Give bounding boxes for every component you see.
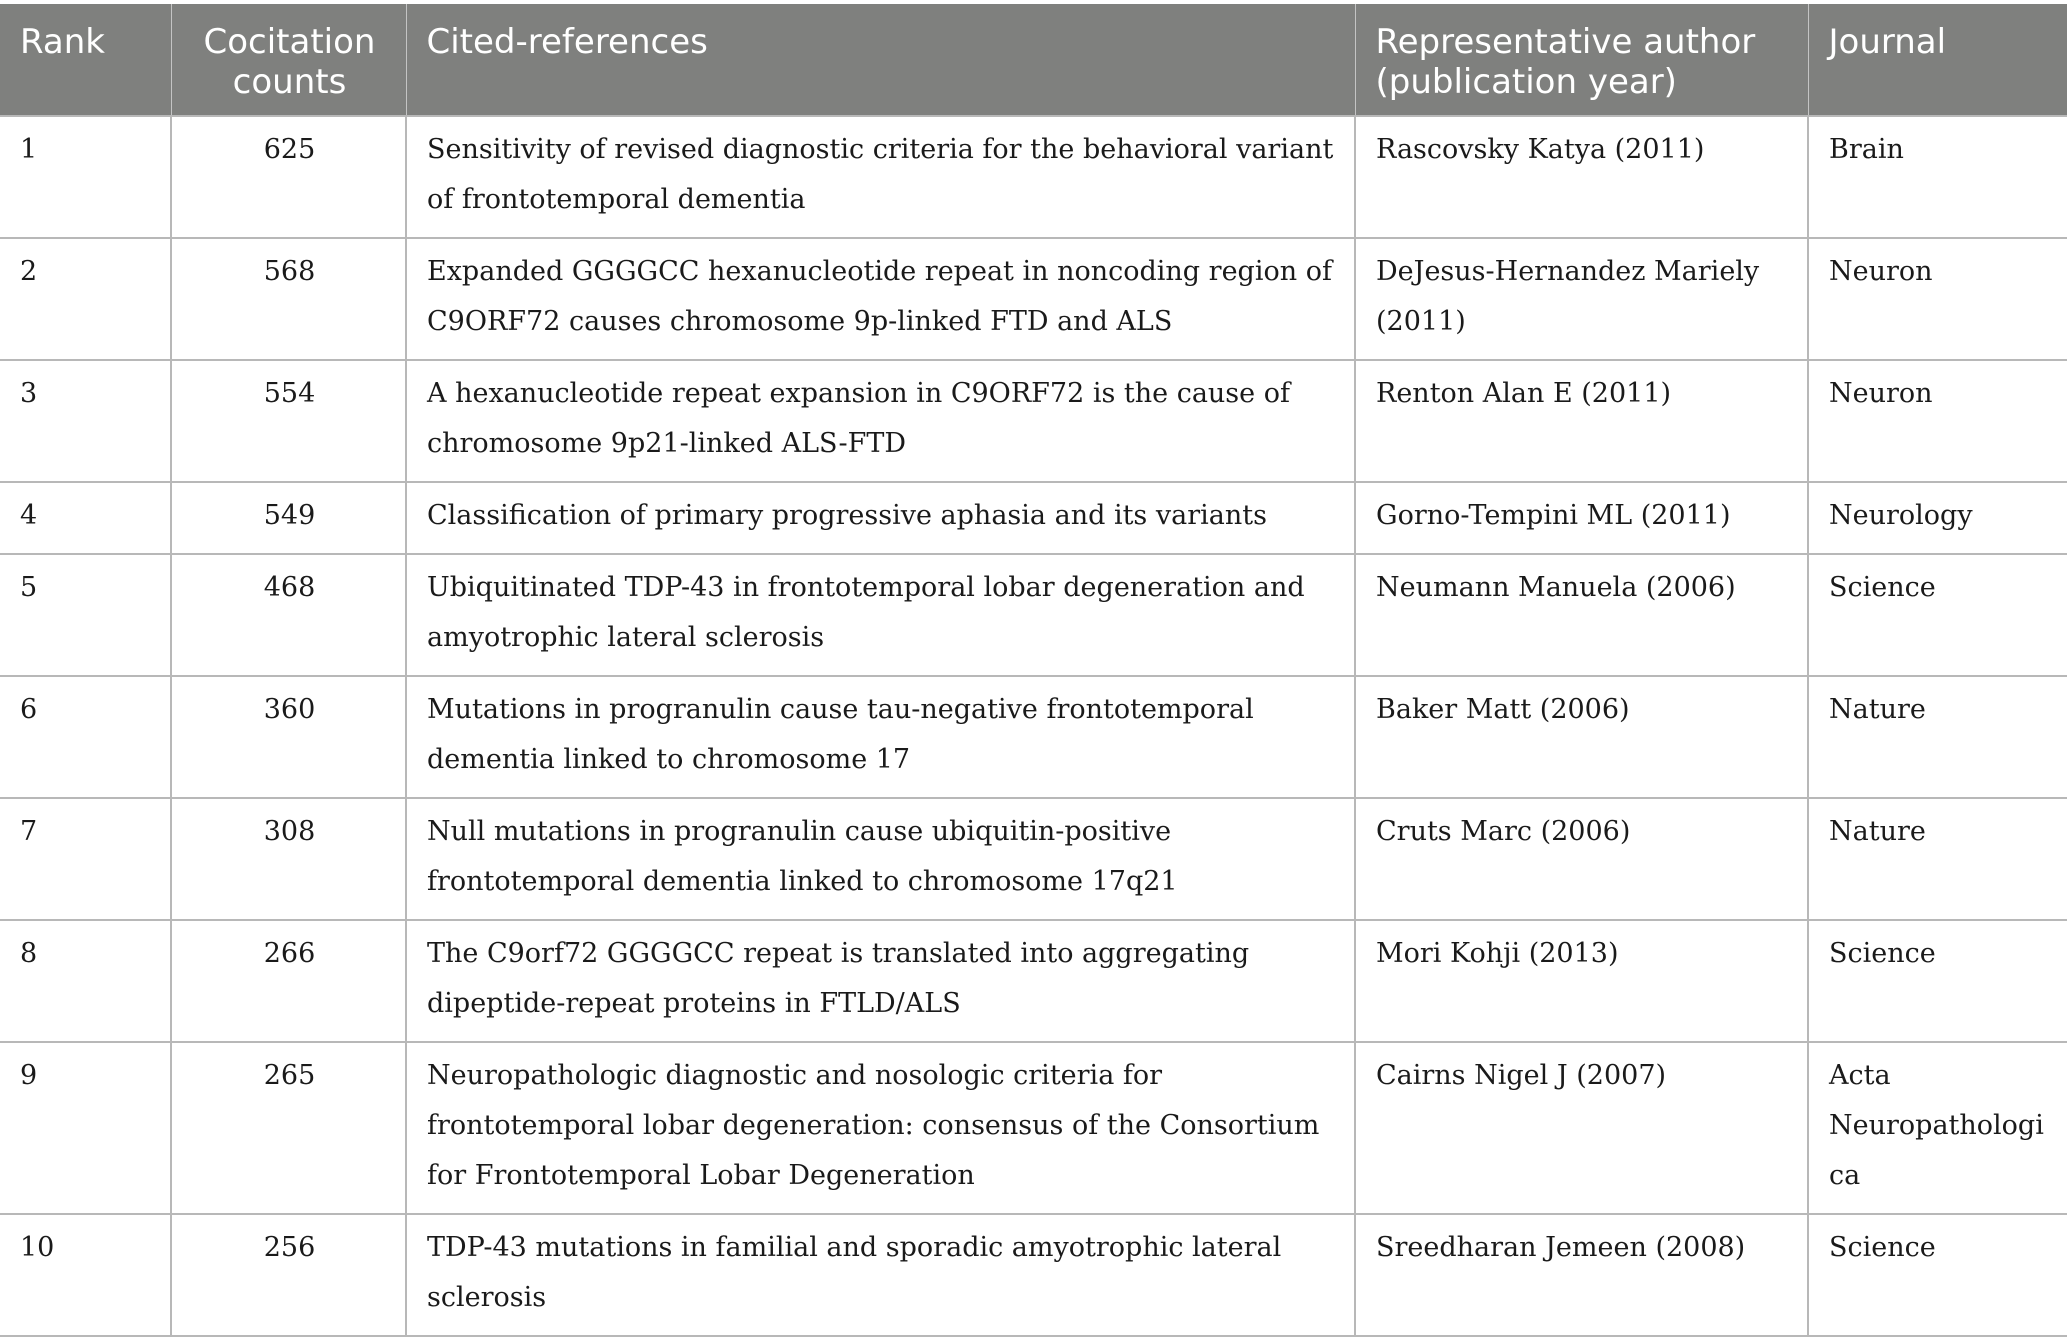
table-row xyxy=(0,1042,2067,1214)
rank-cell: 8 xyxy=(0,920,171,1042)
header-cited-references: Cited-references xyxy=(406,4,1355,116)
count-cell: 360 xyxy=(171,676,406,798)
count-cell: 568 xyxy=(171,238,406,360)
count-cell: 308 xyxy=(171,798,406,920)
author-cell: Baker Matt (2006) xyxy=(1355,676,1808,798)
rank-cell: 5 xyxy=(0,554,171,676)
journal-cell: Neuron xyxy=(1808,360,2067,482)
journal-cell: Nature xyxy=(1808,798,2067,920)
reference-cell: Sensitivity of revised diagnostic criteria for the behavioral variant of frontotemporal dementia xyxy=(406,116,1355,238)
rank-cell: 4 xyxy=(0,482,171,554)
table-row xyxy=(0,920,2067,1042)
header-journal: Journal xyxy=(1808,4,2067,116)
reference-cell: Neuropathologic diagnostic and nosologic criteria for frontotemporal lobar degeneration: consensus of the Consortium for Frontotemporal Lobar Degeneration xyxy=(406,1042,1355,1214)
author-cell: Mori Kohji (2013) xyxy=(1355,920,1808,1042)
count-cell: 549 xyxy=(171,482,406,554)
count-cell: 265 xyxy=(171,1042,406,1214)
reference-cell: The C9orf72 GGGGCC repeat is translated into aggregating dipeptide-repeat proteins in FTLD/ALS xyxy=(406,920,1355,1042)
header-representative-author: Representative author (publication year) xyxy=(1355,4,1808,116)
reference-cell: Mutations in progranulin cause tau-negative frontotemporal dementia linked to chromosome 17 xyxy=(406,676,1355,798)
rank-cell: 9 xyxy=(0,1042,171,1214)
table-row xyxy=(0,482,2067,554)
count-cell: 554 xyxy=(171,360,406,482)
table-row xyxy=(0,1214,2067,1336)
journal-cell: Science xyxy=(1808,554,2067,676)
rank-cell: 1 xyxy=(0,116,171,238)
reference-cell: Classification of primary progressive aphasia and its variants xyxy=(406,482,1355,554)
rank-cell: 2 xyxy=(0,238,171,360)
count-cell: 266 xyxy=(171,920,406,1042)
table-row xyxy=(0,116,2067,238)
table-row xyxy=(0,554,2067,676)
rank-cell: 6 xyxy=(0,676,171,798)
rank-cell: 3 xyxy=(0,360,171,482)
cocitation-table xyxy=(0,4,2067,1337)
reference-cell: Ubiquitinated TDP-43 in frontotemporal lobar degeneration and amyotrophic lateral sclerosis xyxy=(406,554,1355,676)
author-cell: Renton Alan E (2011) xyxy=(1355,360,1808,482)
count-cell: 625 xyxy=(171,116,406,238)
author-cell: Cairns Nigel J (2007) xyxy=(1355,1042,1808,1214)
author-cell: Neumann Manuela (2006) xyxy=(1355,554,1808,676)
cocitation-table-container xyxy=(0,4,2067,1337)
journal-cell: Science xyxy=(1808,1214,2067,1336)
journal-cell: Science xyxy=(1808,920,2067,1042)
reference-cell: A hexanucleotide repeat expansion in C9ORF72 is the cause of chromosome 9p21-linked ALS-FTD xyxy=(406,360,1355,482)
count-cell: 256 xyxy=(171,1214,406,1336)
count-cell: 468 xyxy=(171,554,406,676)
journal-cell: Brain xyxy=(1808,116,2067,238)
table-row xyxy=(0,360,2067,482)
header-rank: Rank xyxy=(0,4,171,116)
journal-cell: Neurology xyxy=(1808,482,2067,554)
rank-cell: 7 xyxy=(0,798,171,920)
author-cell: Cruts Marc (2006) xyxy=(1355,798,1808,920)
journal-cell: Acta Neuropathologica xyxy=(1808,1042,2067,1214)
header-row xyxy=(0,4,2067,116)
author-cell: Gorno-Tempini ML (2011) xyxy=(1355,482,1808,554)
header-cocitation-counts: Cocitation counts xyxy=(171,4,406,116)
reference-cell: Null mutations in progranulin cause ubiquitin-positive frontotemporal dementia linked to chromosome 17q21 xyxy=(406,798,1355,920)
author-cell: Rascovsky Katya (2011) xyxy=(1355,116,1808,238)
journal-cell: Nature xyxy=(1808,676,2067,798)
table-row xyxy=(0,798,2067,920)
table-row xyxy=(0,238,2067,360)
reference-cell: TDP-43 mutations in familial and sporadic amyotrophic lateral sclerosis xyxy=(406,1214,1355,1336)
author-cell: DeJesus-Hernandez Mariely (2011) xyxy=(1355,238,1808,360)
reference-cell: Expanded GGGGCC hexanucleotide repeat in noncoding region of C9ORF72 causes chromosome 9p-linked FTD and ALS xyxy=(406,238,1355,360)
rank-cell: 10 xyxy=(0,1214,171,1336)
author-cell: Sreedharan Jemeen (2008) xyxy=(1355,1214,1808,1336)
table-row xyxy=(0,676,2067,798)
journal-cell: Neuron xyxy=(1808,238,2067,360)
